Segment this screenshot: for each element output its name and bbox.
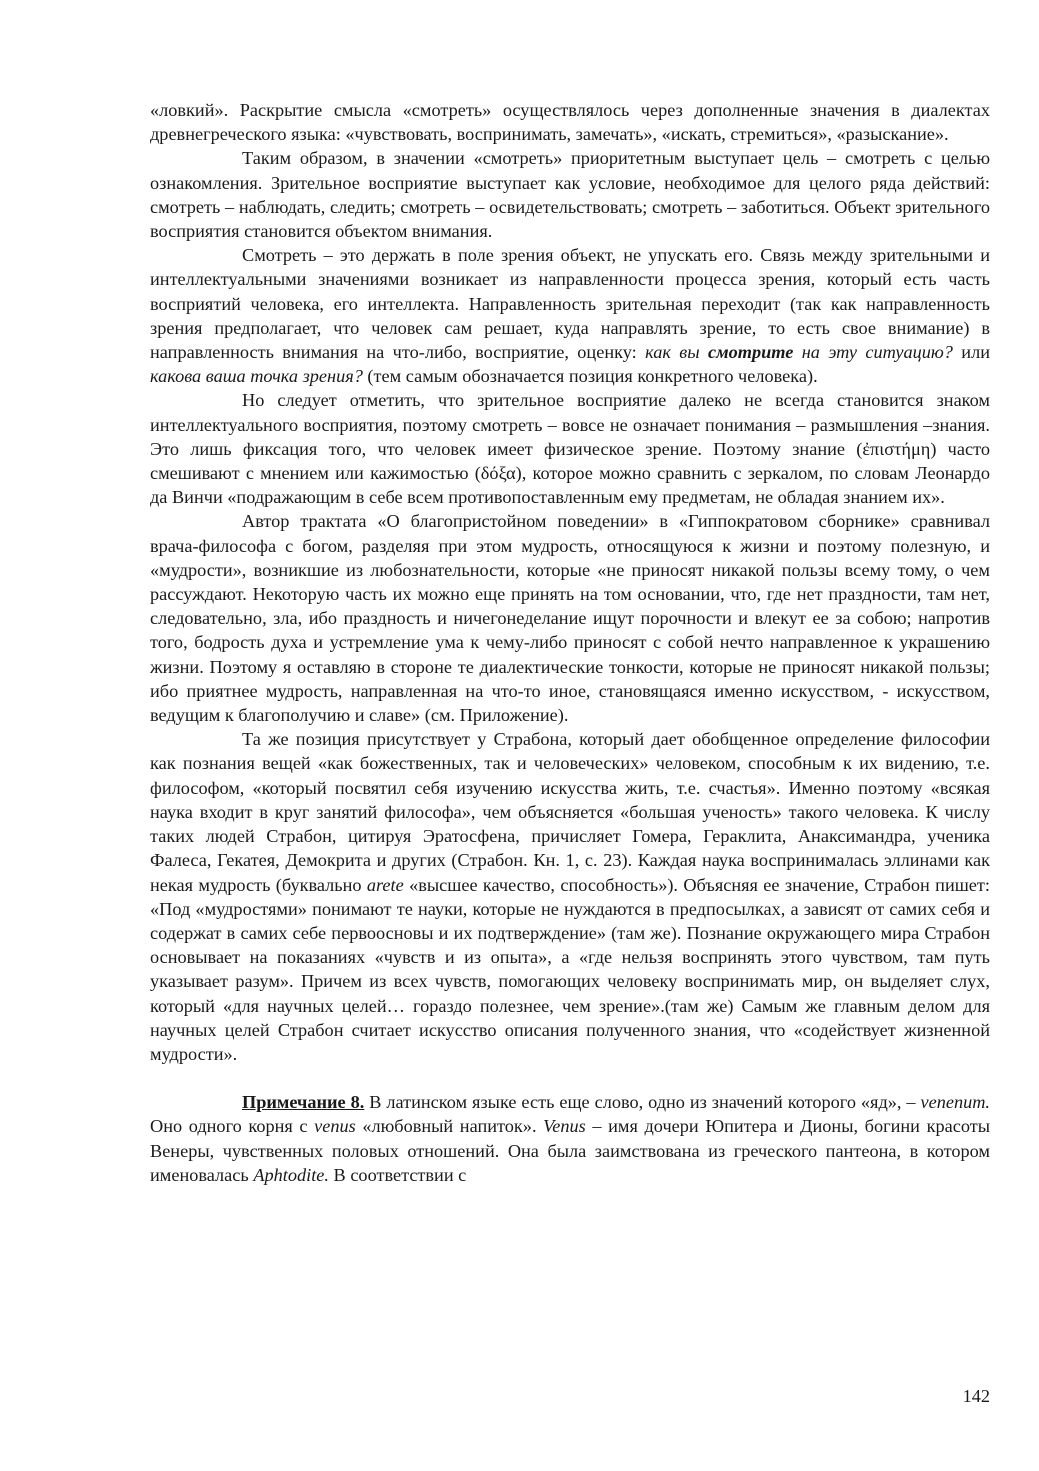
bold-italic-text: смотрите (707, 342, 794, 363)
note-paragraph (150, 1090, 990, 1187)
text-run: Та же позиция присутствует у Страбона, который дает обобщенное определение философии как познания вещей «как божественных, так и человеческих» человеком, способным к их видению, т.е. философом, «который посвятил себя изучению искусства жить, т.е. счастья». Именно поэтому «всякая наука входит в круг занятий философа», чем объясняется «большая ученость» такого человека. К числу таких людей Страбон, цитируя Эратосфена, причисляет Гомера, Гераклита, Анаксимандра, ученика Фалеса, Гекатея, Демокрита и других (Страбон. Кн. 1, с. 23). Каждая наука воспринималась эллинами как некая мудрость (буквально (150, 729, 990, 895)
paragraph: Таким образом, в значении «смотреть» приоритетным выступает цель – смотреть с целью ознакомления. Зрительное восприятие выступает как условие, необходимое для целого ряда действий: смотреть – наблюдать, следить; смотреть – освидетельствовать; смотреть – заботиться. Объект зрительного восприятия становится объектом внимания. (150, 148, 990, 242)
text-run: «любовный напиток». (355, 1116, 544, 1137)
italic-text: arete (366, 874, 404, 895)
text-run: Оно одного корня с (150, 1116, 315, 1137)
italic-text: venus (314, 1116, 356, 1137)
text-run: В соответствии с (328, 1164, 467, 1185)
paragraph (150, 243, 990, 388)
page-number: 142 (962, 1386, 990, 1406)
italic-text: Venus (543, 1116, 586, 1137)
paragraph: Автор трактата «О благопристойном поведении» в «Гиппократовом сборнике» сравнивал врача-философа с богом, разделяя при этом мудрость, относящуюся к жизни и поэтому полезную, и «мудрости», возникшие из любознательности, которые «не приносят никакой пользы всему тому, о чем рассуждают. Некоторую часть их можно еще принять на том основании, что, где нет праздности, там нет, следовательно, зла, ибо праздность и ничегонеделание ищут порочности и влекут ее за собою; напротив того, бодрость духа и устремление ума к чему-либо приносят с собой нечто направленное к украшению жизни. Поэтому я оставляю в стороне те диалектические тонкости, которые не приносят никакой пользы; ибо приятнее мудрость, направленная на что-то иное, становящаяся именно искусством, - искусством, ведущим к благополучию и славе» (см. Приложение). (150, 511, 990, 726)
italic-text: на эту ситуацию? (793, 342, 953, 363)
paragraph: Но следует отметить, что зрительное восприятие далеко не всегда становится знаком интеллектуального восприятия, поэтому смотреть – вовсе не означает понимания – размышления –знания. Это лишь фиксация того, что человек имеет физическое зрение. Поэтому знание (ἐπιστήμη) часто смешивают с мнением или кажимостью (δόξα), которое можно сравнить с зеркалом, по словам Леонардо да Винчи «подражающим в себе всем противопоставленным ему предметам, не обладая знанием их». (150, 390, 990, 508)
text-run: Смотреть – это держать в поле зрения объект, не упускать его. Связь между зрительными и интеллектуальными значениями возникает из направленности процесса зрения, который есть часть восприятий человека, его интеллекта. Направленность зрительная переходит (так как направленность зрения предполагает, что человек сам решает, куда направлять зрение, то есть свое внимание) в направленность внимания на что-либо, восприятие, оценку: (150, 245, 990, 363)
note-label: Примечание 8. (242, 1092, 365, 1113)
italic-text: какова ваша точка зрения? (150, 366, 363, 387)
document-body (150, 98, 990, 1187)
text-run: «высшее качество, способность»). Объясняя ее значение, Страбон пишет: «Под «мудростями» понимают те науки, которые не нуждаются в предпосылках, а зависят от самих себя и содержат в самих себе первоосновы и их подтверждение» (там же). Познание окружающего мира Страбон основывает на показаниях «чувств и из опыта», а «где нельзя воспринять этого чувством, там путь указывает разум». Причем из всех чувств, помогающих человеку воспринимать мир, он выделяет слух, который «для научных целей… гораздо полезнее, чем зрение».(там же) Самым же главным делом для научных целей Страбон считает искусство описания полученного знания, что «содействует жизненной мудрости». (150, 874, 990, 1064)
paragraph (150, 727, 990, 1066)
italic-text: как вы (645, 342, 708, 363)
text-run: или (952, 342, 990, 363)
text-run: (тем самым обозначается позиция конкретного человека). (362, 366, 818, 387)
text-run: В латинском языке есть еще слово, одно из значений которого «яд», – (364, 1092, 921, 1113)
text-run: – имя дочери Юпитера и Дионы, богини красоты Венеры, чувственных половых отношений. Она была заимствована из греческого пантеона, в котором именовалась (150, 1116, 990, 1185)
paragraph: «ловкий». Раскрытие смысла «смотреть» осуществлялось через дополненные значения в диалектах древнегреческого языка: «чувствовать, воспринимать, замечать», «искать, стремиться», «разыскание». (150, 100, 990, 145)
italic-text: Aphtodite. (253, 1164, 329, 1185)
italic-text: venenum. (920, 1092, 991, 1113)
